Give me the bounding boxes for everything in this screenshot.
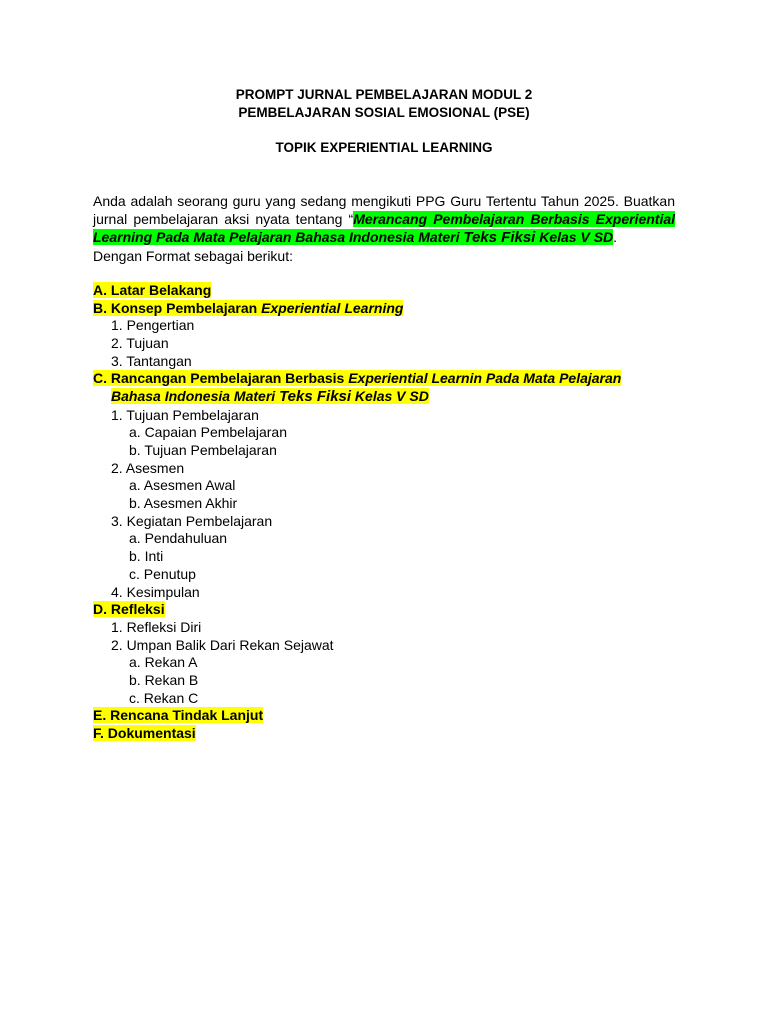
section-a	[93, 282, 693, 300]
section-c-item-1: 1. Tujuan Pembelajaran	[111, 406, 259, 423]
intro-highlight-text-b: Teks Fiksi	[463, 229, 536, 246]
section-d-item-2a: a. Rekan A	[129, 654, 198, 671]
section-f-label: F. Dokumentasi	[93, 725, 196, 741]
section-b-italic: Experiential Learning	[261, 299, 404, 316]
intro-highlight-part2	[93, 229, 613, 245]
intro-paragraph	[93, 192, 675, 265]
doc-title-line1: PROMPT JURNAL PEMBELAJARAN MODUL 2	[235, 87, 533, 102]
intro-highlight-text-a: Learning Pada Mata Pelajaran Bahasa Indonesia Materi	[93, 229, 464, 245]
section-c-item-2a: a. Asesmen Awal	[129, 477, 236, 494]
section-c-item-3a: a. Pendahuluan	[129, 530, 228, 547]
section-c-item-2: 2. Asesmen	[111, 459, 185, 476]
section-d	[93, 601, 693, 619]
section-d-item-2b: b. Rekan B	[129, 671, 199, 688]
section-e	[93, 707, 693, 725]
section-c-item-1b: b. Tujuan Pembelajaran	[129, 442, 277, 458]
section-b-item-1: 1. Pengertian	[111, 317, 195, 334]
section-b-prefix: B. Konsep Pembelajaran	[93, 299, 262, 316]
format-outline	[93, 282, 693, 743]
section-c-italic-2a: Bahasa Indonesia Materi	[111, 388, 280, 405]
section-c-italic-2c: Kelas V SD	[351, 388, 429, 405]
section-c-continuation	[93, 388, 693, 407]
section-c-item-3c: c. Penutup	[129, 565, 196, 582]
section-c-item-4: 4. Kesimpulan	[111, 583, 200, 600]
section-a-label: A. Latar Belakang	[93, 282, 212, 298]
intro-line-3-end: .	[613, 229, 618, 245]
section-e-label: E. Rencana Tindak Lanjut	[93, 707, 264, 724]
intro-highlight-text-c: Kelas V SD	[535, 229, 614, 245]
section-d-label: D. Refleksi	[93, 601, 165, 618]
section-c-item-3b: b. Inti	[129, 548, 164, 565]
section-d-item-2c: c. Rekan C	[129, 689, 199, 706]
doc-title-line2: PEMBELAJARAN SOSIAL EMOSIONAL (PSE)	[238, 105, 530, 120]
section-d-item-1: 1. Refleksi Diri	[111, 618, 202, 635]
section-c-italic-1: Experiential Learnin Pada Mata Pelajaran	[348, 370, 622, 387]
intro-line-4: Dengan Format sebagai berikut:	[93, 248, 293, 264]
intro-line-2-text: jurnal pembelajaran aksi nyata tentang “	[93, 211, 354, 227]
section-c-item-3: 3. Kegiatan Pembelajaran	[111, 512, 273, 529]
section-c-prefix: C. Rancangan Pembelajaran Berbasis	[93, 370, 349, 387]
section-c-item-1a: a. Capaian Pembelajaran	[129, 424, 287, 441]
intro-line-2	[93, 210, 675, 228]
section-b-label	[93, 300, 403, 316]
section-c-italic-2b: Teks Fiksi	[279, 388, 352, 406]
section-c-label-cont	[111, 388, 429, 404]
section-c	[93, 370, 693, 388]
section-f	[93, 725, 693, 743]
intro-line-3	[93, 228, 675, 247]
section-b-item-3: 3. Tantangan	[111, 352, 192, 369]
section-c-label	[93, 370, 621, 386]
topic-heading: TOPIK EXPERIENTIAL LEARNING	[275, 140, 493, 155]
section-b	[93, 300, 693, 318]
section-c-item-2b: b. Asesmen Akhir	[129, 495, 238, 512]
section-b-item-2: 2. Tujuan	[111, 335, 169, 352]
intro-line-1: Anda adalah seorang guru yang sedang mengikuti PPG Guru Tertentu Tahun 2025. Buatkan	[93, 193, 675, 209]
section-d-item-2: 2. Umpan Balik Dari Rekan Sejawat	[111, 636, 334, 653]
intro-highlight-part1: Merancang Pembelajaran Berbasis Experiential	[353, 211, 676, 227]
